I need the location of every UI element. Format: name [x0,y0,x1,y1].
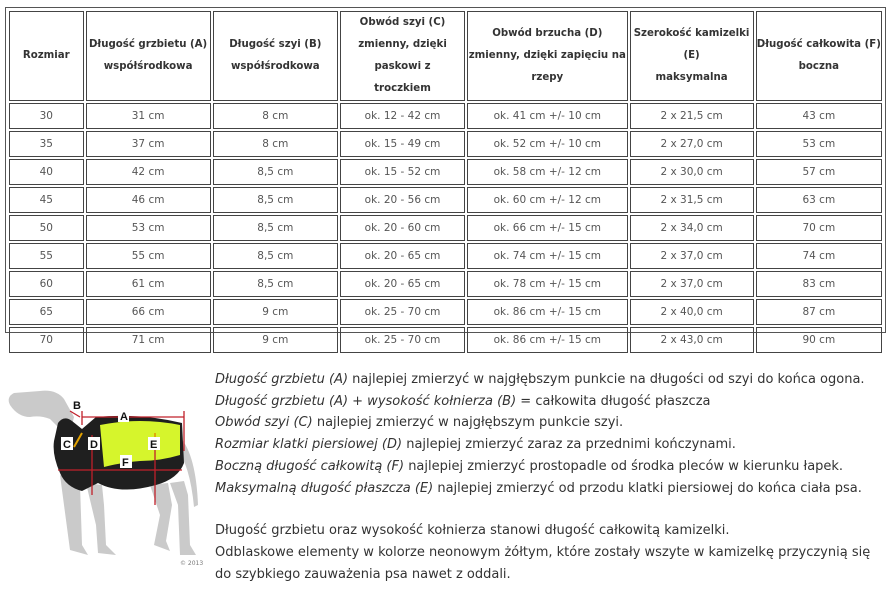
table-row [9,103,882,129]
label-b: B [73,400,81,412]
header-line: współśrodkowa [230,61,320,72]
cell-neck-length: 8 cm [213,103,338,129]
table-row [9,327,882,353]
label-e: E [150,439,158,451]
instruction-line [215,369,885,391]
dog-with-coat-illustration [0,355,210,575]
instruction-line [215,456,885,478]
header-line: współśrodkowa [103,61,193,72]
instruction-text: = całkowita długość płaszcza [516,393,711,409]
cell-size: 55 [9,243,84,269]
instruction-text: najlepiej zmierzyć prostopadle od środka pleców w kierunku łapek. [404,458,844,474]
header-line: Długość grzbietu (A) [88,39,208,50]
cell-size: 70 [9,327,84,353]
header-line: maksymalna [655,72,728,83]
instruction-line [215,434,885,456]
cell-total-length: 53 cm [756,131,882,157]
header-line: Długość całkowita (F) [756,39,881,50]
cell-back-length: 46 cm [86,187,211,213]
header-vest-width [630,11,754,101]
cell-neck-girth: ok. 15 - 49 cm [340,131,465,157]
size-table-container [5,7,886,346]
cell-total-length: 57 cm [756,159,882,185]
cell-neck-girth: ok. 12 - 42 cm [340,103,465,129]
instruction-line [215,412,885,434]
header-line: boczna [798,61,840,72]
header-neck-girth [340,11,465,101]
header-line: rzepy [531,72,564,83]
notes-section [215,520,885,585]
cell-size: 30 [9,103,84,129]
cell-neck-girth: ok. 20 - 65 cm [340,243,465,269]
header-line: Długość szyi (B) [229,39,322,50]
header-size [9,11,84,101]
note-line: Odblaskowe elementy w kolorze neonowym żółtym, które zostały wszyte w kamizelkę przyczynią się do szybkiego zauważenia psa nawet z oddali. [215,544,871,582]
label-f: F [122,457,129,469]
cell-neck-length: 8,5 cm [213,243,338,269]
measurement-term: Rozmiar klatki piersiowej (D) [215,437,403,453]
cell-back-length: 61 cm [86,271,211,297]
header-line: zmienny, dzięki zapięciu na [468,50,626,61]
cell-total-length: 87 cm [756,299,882,325]
cell-belly-girth: ok. 86 cm +/- 15 cm [467,299,627,325]
note-line: Długość grzbietu oraz wysokość kołnierza stanowi długość całkowitą kamizelki. [215,523,730,539]
instruction-text: najlepiej zmierzyć zaraz za przednimi kończynami. [402,437,736,453]
cell-neck-length: 8,5 cm [213,159,338,185]
header-belly-girth [467,11,627,101]
cell-size: 45 [9,187,84,213]
cell-neck-length: 8,5 cm [213,271,338,297]
cell-neck-length: 8 cm [213,131,338,157]
header-line: (E) [683,50,700,61]
instructions-list [215,369,885,499]
cell-neck-girth: ok. 15 - 52 cm [340,159,465,185]
table-row [9,187,882,213]
table-row [9,243,882,269]
cell-vest-width: 2 x 37,0 cm [630,243,754,269]
table-row [9,159,882,185]
cell-neck-girth: ok. 20 - 60 cm [340,215,465,241]
cell-size: 65 [9,299,84,325]
cell-neck-length: 8,5 cm [213,187,338,213]
cell-vest-width: 2 x 40,0 cm [630,299,754,325]
header-line: troczkiem [374,83,431,94]
cell-neck-girth: ok. 25 - 70 cm [340,327,465,353]
cell-total-length: 63 cm [756,187,882,213]
cell-back-length: 53 cm [86,215,211,241]
table-row [9,271,882,297]
cell-vest-width: 2 x 34,0 cm [630,215,754,241]
cell-vest-width: 2 x 27,0 cm [630,131,754,157]
cell-neck-length: 9 cm [213,327,338,353]
cell-back-length: 31 cm [86,103,211,129]
header-line: Obwód brzucha (D) [492,28,603,39]
table-header-row [9,11,882,101]
cell-vest-width: 2 x 43,0 cm [630,327,754,353]
dog-measurement-diagram [0,355,210,575]
cell-vest-width: 2 x 21,5 cm [630,103,754,129]
header-total-length [756,11,882,101]
cell-size: 60 [9,271,84,297]
measurement-term: Obwód szyi (C) [215,415,313,431]
cell-total-length: 70 cm [756,215,882,241]
size-table [7,9,884,355]
cell-back-length: 42 cm [86,159,211,185]
cell-vest-width: 2 x 30,0 cm [630,159,754,185]
cell-neck-girth: ok. 25 - 70 cm [340,299,465,325]
cell-total-length: 90 cm [756,327,882,353]
label-a: A [120,411,128,423]
table-row [9,215,882,241]
header-back-length [86,11,211,101]
cell-belly-girth: ok. 60 cm +/- 12 cm [467,187,627,213]
cell-neck-girth: ok. 20 - 65 cm [340,271,465,297]
header-line: Obwód szyi (C) [359,17,446,28]
cell-belly-girth: ok. 74 cm +/- 15 cm [467,243,627,269]
instruction-text: najlepiej zmierzyć od przodu klatki piersiowej do końca ciała psa. [433,480,862,496]
cell-belly-girth: ok. 78 cm +/- 15 cm [467,271,627,297]
instruction-line [215,478,885,500]
cell-vest-width: 2 x 37,0 cm [630,271,754,297]
label-c: C [63,439,71,451]
cell-size: 40 [9,159,84,185]
measurement-term: Długość grzbietu (A) + wysokość kołnierza (B) [215,393,517,409]
table-row [9,131,882,157]
cell-back-length: 37 cm [86,131,211,157]
cell-belly-girth: ok. 52 cm +/- 10 cm [467,131,627,157]
cell-size: 50 [9,215,84,241]
cell-neck-length: 8,5 cm [213,215,338,241]
measurement-term: Maksymalną długość płaszcza (E) [215,480,434,496]
cell-neck-length: 9 cm [213,299,338,325]
header-neck-length [213,11,338,101]
cell-back-length: 66 cm [86,299,211,325]
header-line: Szerokość kamizelki [633,28,750,39]
cell-size: 35 [9,131,84,157]
cell-neck-girth: ok. 20 - 56 cm [340,187,465,213]
instruction-text: najlepiej zmierzyć w najgłębszym punkcie na długości od szyi do końca ogona. [348,372,865,387]
table-body [9,103,882,353]
copyright-notice: © 2013 [180,560,204,567]
cell-vest-width: 2 x 31,5 cm [630,187,754,213]
measurement-term: Długość grzbietu (A) [215,372,349,387]
header-line: Rozmiar [22,50,70,61]
cell-total-length: 74 cm [756,243,882,269]
cell-belly-girth: ok. 58 cm +/- 12 cm [467,159,627,185]
cell-total-length: 83 cm [756,271,882,297]
label-d: D [90,439,98,451]
cell-belly-girth: ok. 86 cm +/- 15 cm [467,327,627,353]
measurement-term: Boczną długość całkowitą (F) [215,458,405,474]
cell-back-length: 71 cm [86,327,211,353]
cell-total-length: 43 cm [756,103,882,129]
instruction-line [215,391,885,413]
cell-back-length: 55 cm [86,243,211,269]
header-line: zmienny, dzięki paskowi z [358,39,447,72]
instruction-text: najlepiej zmierzyć w najgłębszym punkcie szyi. [312,415,624,431]
cell-belly-girth: ok. 66 cm +/- 15 cm [467,215,627,241]
table-row [9,299,882,325]
measurement-instructions [215,369,885,585]
cell-belly-girth: ok. 41 cm +/- 10 cm [467,103,627,129]
